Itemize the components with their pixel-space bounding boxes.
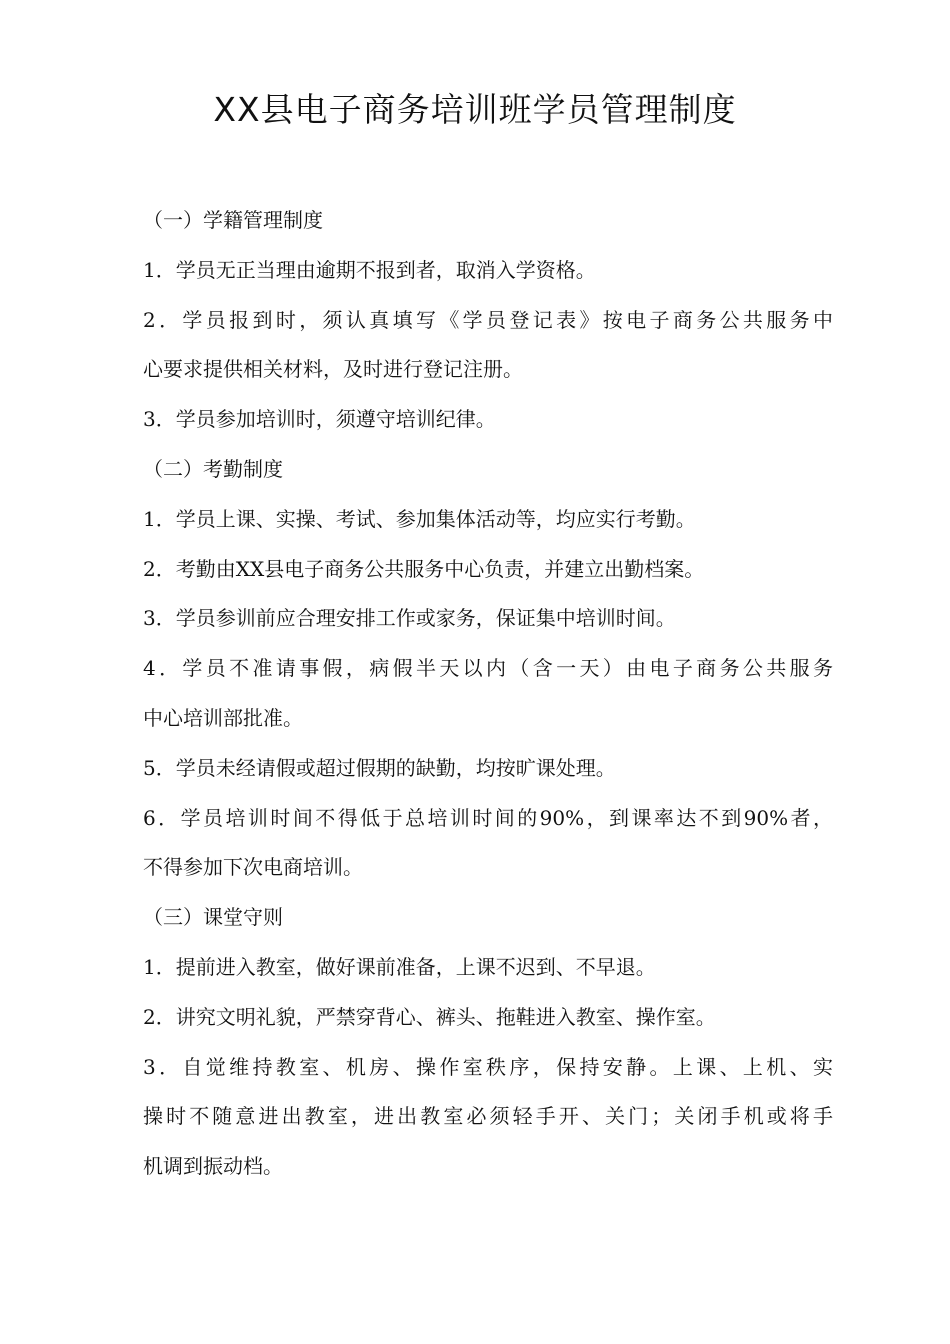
- rule-item: 3．学员参加培训时，须遵守培训纪律。: [143, 407, 496, 432]
- rule-item-continuation: 心要求提供相关材料，及时进行登记注册。: [143, 357, 523, 382]
- rule-item-continuation: 操时不随意进出教室，进出教室必须轻手开、关门；关闭手机或将手: [143, 1104, 833, 1129]
- rule-item: 1．学员无正当理由逾期不报到者，取消入学资格。: [143, 257, 596, 282]
- section-heading: （二）考勤制度: [143, 456, 283, 481]
- rule-item: 3．学员参训前应合理安排工作或家务，保证集中培训时间。: [143, 606, 676, 631]
- rule-item: 2．考勤由XX县电子商务公共服务中心负责，并建立出勤档案。: [143, 556, 705, 581]
- rule-item-continuation: 机调到振动档。: [143, 1154, 283, 1179]
- section-heading: （三）课堂守则: [143, 905, 283, 930]
- rule-item: 5．学员未经请假或超过假期的缺勤，均按旷课处理。: [143, 755, 616, 780]
- rule-item: 1．学员上课、实操、考试、参加集体活动等，均应实行考勤。: [143, 506, 696, 531]
- rule-item: 1．提前进入教室，做好课前准备，上课不迟到、不早退。: [143, 954, 656, 979]
- section-heading: （一）学籍管理制度: [143, 208, 323, 232]
- rule-item-continuation: 不得参加下次电商培训。: [143, 855, 363, 880]
- rule-item: 4．学员不准请事假，病假半天以内（含一天）由电子商务公共服务: [143, 656, 833, 681]
- rule-item: 6．学员培训时间不得低于总培训时间的90%，到课率达不到90%者，: [143, 805, 833, 830]
- rule-item: 3．自觉维持教室、机房、操作室秩序，保持安静。上课、上机、实: [143, 1054, 833, 1079]
- document-body: [143, 196, 833, 1192]
- document-title: XX县电子商务培训班学员管理制度: [213, 90, 737, 129]
- rule-item: 2．讲究文明礼貌，严禁穿背心、裤头、拖鞋进入教室、操作室。: [143, 1004, 716, 1029]
- rule-item: 2．学员报到时，须认真填写《学员登记表》按电子商务公共服务中: [143, 307, 833, 332]
- rule-item-continuation: 中心培训部批准。: [143, 705, 303, 730]
